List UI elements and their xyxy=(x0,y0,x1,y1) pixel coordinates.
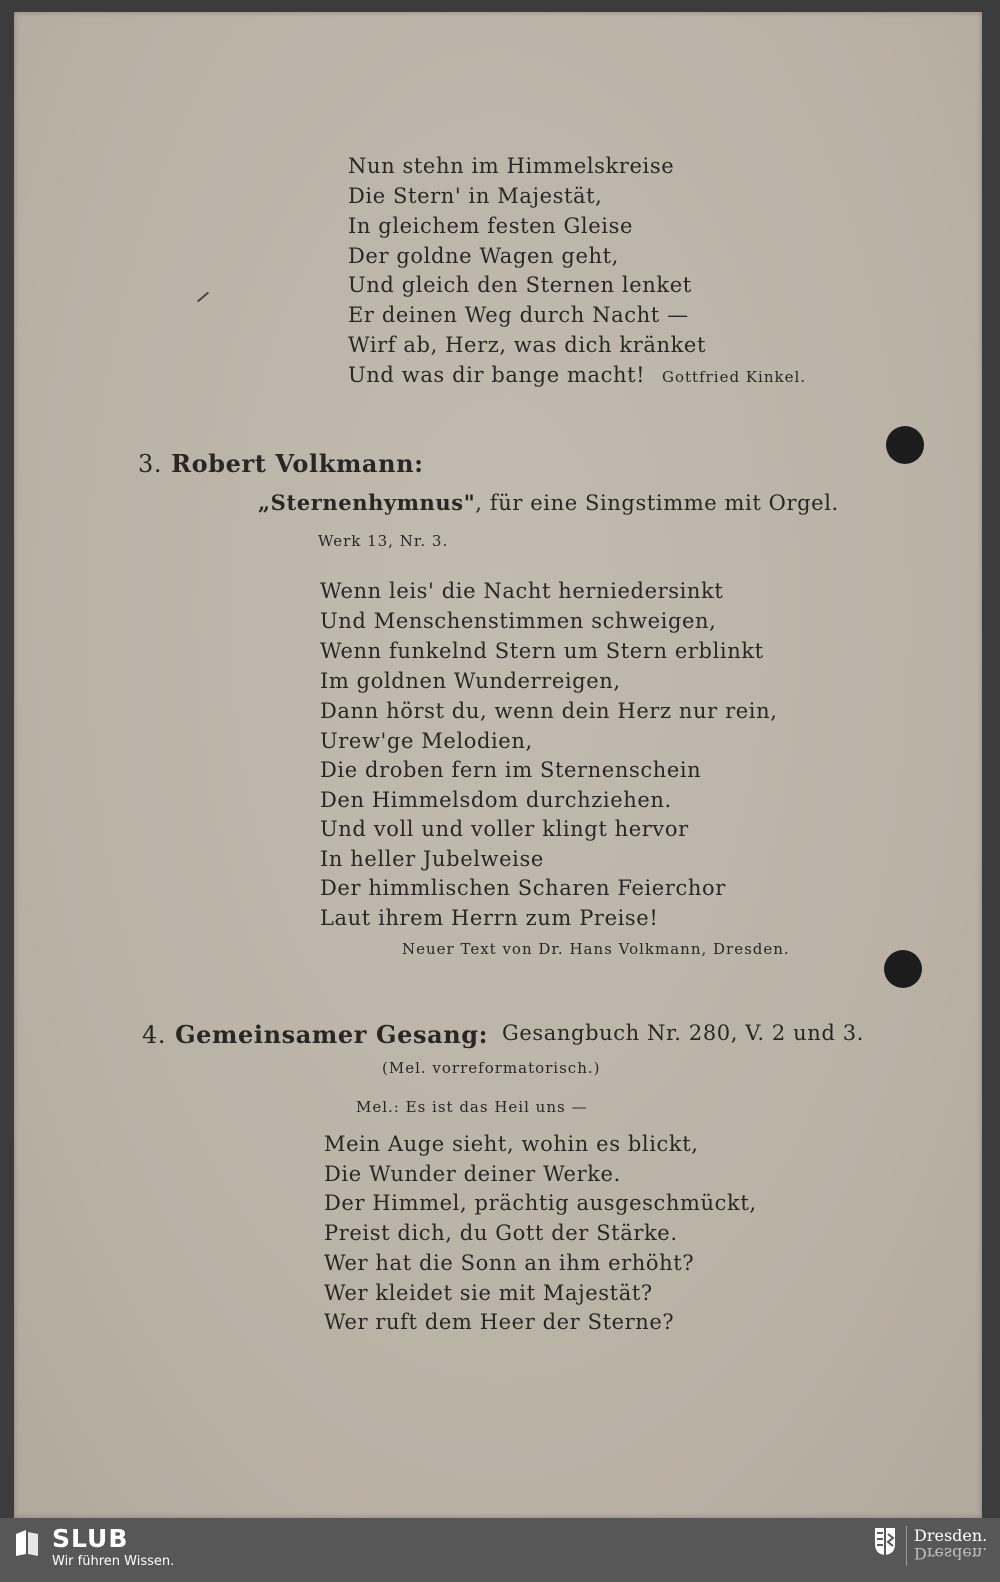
dresden-wordmark-reflection: Dresden. xyxy=(914,1544,988,1563)
poem-line: Und was dir bange macht! xyxy=(348,363,646,387)
item-title: Robert Volkmann: xyxy=(171,449,424,478)
item-number: 3. xyxy=(138,450,163,478)
poem-line: Den Himmelsdom durchziehen. xyxy=(320,788,672,812)
hymn-line: Der Himmel, prächtig ausgeschmückt, xyxy=(324,1191,757,1215)
poem-line: Urew'ge Melodien, xyxy=(320,729,533,753)
work-line xyxy=(258,492,839,514)
hymn-line: Wer hat die Sonn an ihm erhöht? xyxy=(324,1251,695,1275)
poem-line: Die droben fern im Sternenschein xyxy=(320,758,702,782)
slub-brand[interactable]: SLUB xyxy=(52,1524,129,1553)
poem-line: Die Stern' in Majestät, xyxy=(348,184,603,208)
hymn-line: Wer kleidet sie mit Majestät? xyxy=(324,1281,653,1305)
slub-tagline: Wir führen Wissen. xyxy=(52,1554,175,1569)
poem-line: Dann hörst du, wenn dein Herz nur rein, xyxy=(320,699,778,723)
poem-line: In gleichem festen Gleise xyxy=(348,214,633,238)
dresden-wordmark[interactable]: Dresden. xyxy=(914,1526,988,1545)
melody-note: (Mel. vorreformatorisch.) xyxy=(382,1059,601,1077)
item-heading xyxy=(138,449,424,478)
opus-number: Werk 13, Nr. 3. xyxy=(318,532,449,550)
poem-line: Wenn funkelnd Stern um Stern erblinkt xyxy=(320,639,764,663)
slub-logo-icon[interactable] xyxy=(14,1528,40,1558)
melody-name: Mel.: Es ist das Heil uns — xyxy=(356,1098,588,1116)
text-credit: Neuer Text von Dr. Hans Volkmann, Dresden. xyxy=(402,940,790,958)
item-heading xyxy=(142,1020,489,1049)
poem-author: Gottfried Kinkel. xyxy=(662,368,807,386)
dresden-coat-of-arms-icon[interactable] xyxy=(874,1526,896,1556)
punch-hole-top xyxy=(886,426,924,464)
hymnal-reference: Gesangbuch Nr. 280, V. 2 und 3. xyxy=(502,1021,864,1045)
poem-line: Der himmlischen Scharen Feierchor xyxy=(320,876,726,900)
poem-line: Und Menschenstimmen schweigen, xyxy=(320,609,717,633)
work-description: , für eine Singstimme mit Orgel. xyxy=(475,491,839,515)
footer-bar xyxy=(0,1518,1000,1582)
poem-line: In heller Jubelweise xyxy=(320,847,544,871)
poem-line: Im goldnen Wunderreigen, xyxy=(320,669,621,693)
hymn-line: Preist dich, du Gott der Stärke. xyxy=(324,1221,678,1245)
hymn-line: Mein Auge sieht, wohin es blickt, xyxy=(324,1132,699,1156)
poem-line: Laut ihrem Herrn zum Preise! xyxy=(320,906,659,930)
poem-line: Und gleich den Sternen lenket xyxy=(348,273,692,297)
poem-line: Er deinen Weg durch Nacht — xyxy=(348,303,689,327)
work-title: „Sternenhymnus" xyxy=(258,490,476,515)
poem-line: Wirf ab, Herz, was dich kränket xyxy=(348,333,706,357)
poem-line: Und voll und voller klingt hervor xyxy=(320,817,689,841)
item-title: Gemeinsamer Gesang: xyxy=(175,1020,489,1049)
punch-hole-bottom xyxy=(884,950,922,988)
hymn-line: Die Wunder deiner Werke. xyxy=(324,1162,621,1186)
poem-line: Nun stehn im Himmelskreise xyxy=(348,154,675,178)
poem-line: Der goldne Wagen geht, xyxy=(348,244,619,268)
footer-divider xyxy=(906,1526,907,1566)
hymn-line: Wer ruft dem Heer der Sterne? xyxy=(324,1310,675,1334)
item-number: 4. xyxy=(142,1021,167,1049)
poem-line: Wenn leis' die Nacht herniedersinkt xyxy=(320,579,724,603)
